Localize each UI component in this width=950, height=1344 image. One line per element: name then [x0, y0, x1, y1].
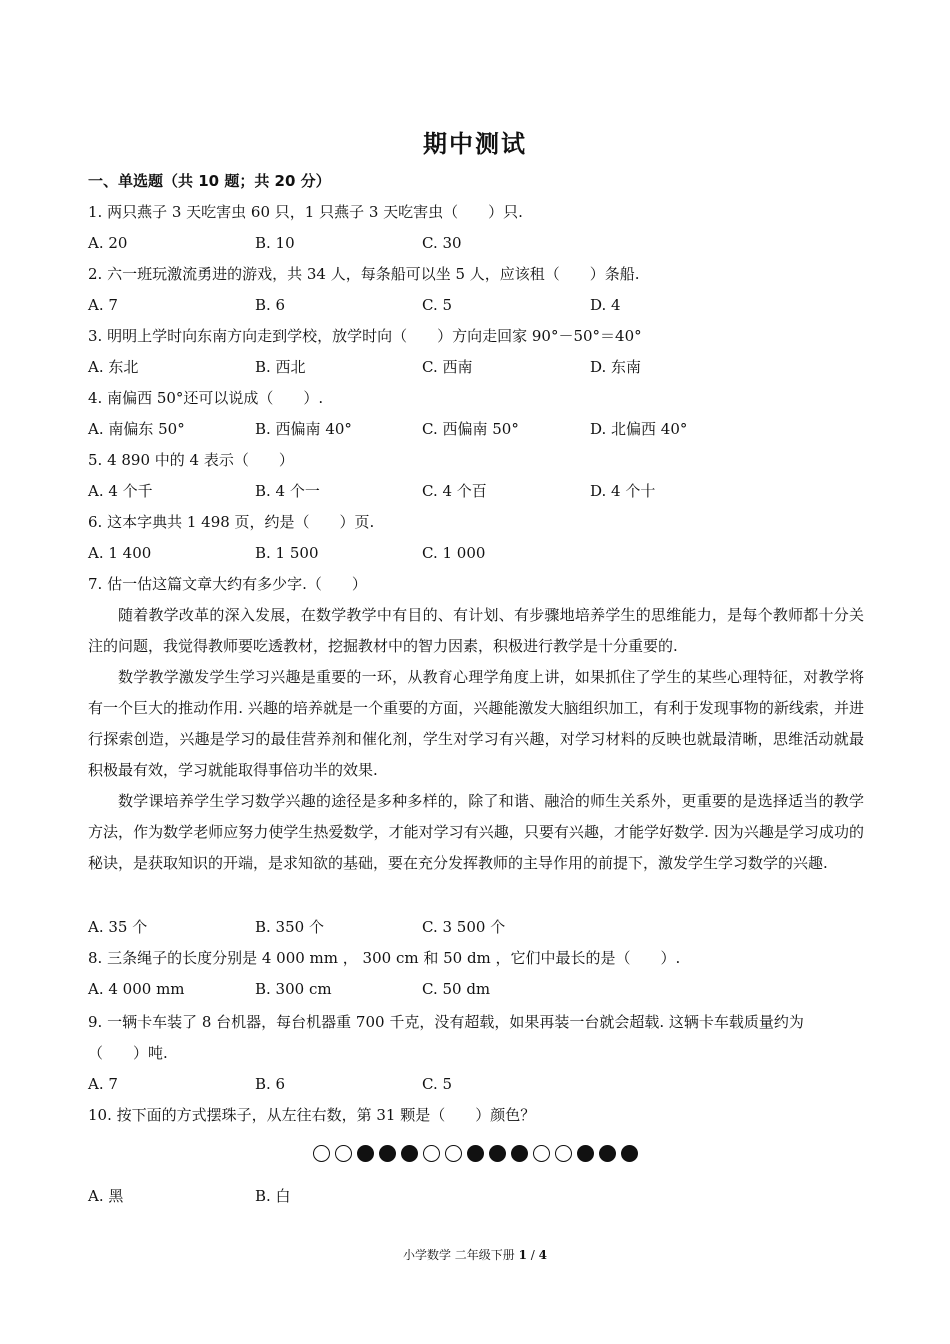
q2-option-a: A. 7 — [88, 296, 118, 314]
black-bead — [489, 1145, 506, 1162]
section-heading: 一、单选题（共 10 题；共 20 分） — [88, 172, 331, 190]
q3-option-b: B. 西北 — [255, 358, 306, 376]
q7-paragraph-1: 随着教学改革的深入发展，在数学教学中有目的、有计划、有步骤地培养学生的思维能力，是每个教师都十分关注的问题，我觉得教师要吃透教材，挖掘教材中的智力因素，积极进行教学是十分重要的. — [88, 606, 864, 655]
black-bead — [401, 1145, 418, 1162]
q9-option-b: B. 6 — [255, 1075, 286, 1093]
q7-paragraph-3: 数学课培养学生学习数学兴趣的途径是多种多样的，除了和谐、融洽的师生关系外，更重要的是选择适当的教学方法，作为数学老师应努力使学生热爱数学，才能对学习有兴趣，只要有兴趣，才能学好数学. 因为兴趣是学习成功的秘诀，是获取知识的开端，是求知欲的基础，要在充分发挥教师的主导作用的前提下，激发学生学习数学的兴趣. — [88, 792, 864, 872]
white-bead — [335, 1145, 352, 1162]
q8-option-b: B. 300 cm — [255, 980, 332, 998]
q1-option-a: A. 20 — [88, 234, 128, 252]
black-bead — [599, 1145, 616, 1162]
question-7: 7. 估一估这篇文章大约有多少字.（ ） — [88, 575, 367, 593]
page-title: 期中测试 — [423, 130, 527, 158]
q1-option-b: B. 10 — [255, 234, 295, 252]
q5-option-a: A. 4 个千 — [88, 482, 153, 500]
q7-option-c: C. 3 500 个 — [422, 918, 506, 936]
question-4: 4. 南偏西 50°还可以说成（ ）. — [88, 389, 324, 407]
q9-option-c: C. 5 — [422, 1075, 453, 1093]
footer-label: 小学数学 二年级下册 — [402, 1248, 515, 1262]
q2-option-c: C. 5 — [422, 296, 453, 314]
q4-option-b: B. 西偏南 40° — [255, 420, 352, 438]
question-9-continued: （ ）吨. — [88, 1044, 168, 1062]
q6-option-c: C. 1 000 — [422, 544, 486, 562]
question-10: 10. 按下面的方式摆珠子，从左往右数，第 31 颗是（ ）颜色？ — [88, 1106, 536, 1124]
q6-option-b: B. 1 500 — [255, 544, 319, 562]
black-bead — [357, 1145, 374, 1162]
black-bead — [577, 1145, 594, 1162]
black-bead — [511, 1145, 528, 1162]
white-bead — [533, 1145, 550, 1162]
q2-option-b: B. 6 — [255, 296, 286, 314]
white-bead — [313, 1145, 330, 1162]
black-bead — [467, 1145, 484, 1162]
footer-separator: / — [530, 1248, 535, 1262]
black-bead — [621, 1145, 638, 1162]
question-1: 1. 两只燕子 3 天吃害虫 60 只，1 只燕子 3 天吃害虫（ ）只. — [88, 203, 523, 221]
q5-option-d: D. 4 个十 — [590, 482, 656, 500]
q4-option-a: A. 南偏东 50° — [88, 420, 185, 438]
q9-option-a: A. 7 — [88, 1075, 118, 1093]
q1-option-c: C. 30 — [422, 234, 462, 252]
q4-option-d: D. 北偏西 40° — [590, 420, 688, 438]
q8-option-c: C. 50 dm — [422, 980, 491, 998]
q5-option-b: B. 4 个一 — [255, 482, 320, 500]
question-6: 6. 这本字典共 1 498 页，约是（ ）页. — [88, 513, 375, 531]
q10-option-a: A. 黑 — [88, 1187, 124, 1205]
q7-paragraph-2: 数学教学激发学生学习兴趣是重要的一环，从教育心理学角度上讲，如果抓住了学生的某些心理特征，对教学将有一个巨大的推动作用. 兴趣的培养就是一个重要的方面，兴趣能激发大脑组织加工，有利于发现事物的新线索，并进行探索创造，兴趣是学习的最佳营养剂和催化剂，学生对学习有兴趣，对学习材料的反映也就最清晰，思维活动就最积极最有效，学习就能取得事倍功半的效果. — [88, 668, 864, 779]
white-bead — [555, 1145, 572, 1162]
q4-option-c: C. 西偏南 50° — [422, 420, 519, 438]
bead-sequence — [0, 1145, 950, 1162]
footer-page-total: 4 — [538, 1248, 548, 1262]
white-bead — [445, 1145, 462, 1162]
q5-option-c: C. 4 个百 — [422, 482, 487, 500]
q7-option-a: A. 35 个 — [88, 918, 148, 936]
q10-option-b: B. 白 — [255, 1187, 291, 1205]
q8-option-a: A. 4 000 mm — [88, 980, 185, 998]
question-9: 9. 一辆卡车装了 8 台机器，每台机器重 700 千克，没有超载，如果再装一台就会超载. 这辆卡车载质量约为 — [88, 1013, 804, 1031]
q3-option-a: A. 东北 — [88, 358, 139, 376]
question-2: 2. 六一班玩激流勇进的游戏，共 34 人，每条船可以坐 5 人，应该租（ ）条船. — [88, 265, 640, 283]
question-3: 3. 明明上学时向东南方向走到学校，放学时向（ ）方向走回家 90°－50°＝40° — [88, 327, 642, 345]
q7-option-b: B. 350 个 — [255, 918, 324, 936]
q3-option-c: C. 西南 — [422, 358, 473, 376]
black-bead — [379, 1145, 396, 1162]
q2-option-d: D. 4 — [590, 296, 621, 314]
q3-option-d: D. 东南 — [590, 358, 642, 376]
question-8: 8. 三条绳子的长度分别是 4 000 mm ， 300 cm 和 50 dm ，它们中最长的是（ ）. — [88, 949, 681, 967]
white-bead — [423, 1145, 440, 1162]
question-5: 5. 4 890 中的 4 表示（ ） — [88, 451, 294, 469]
footer-page-number: 1 — [518, 1248, 527, 1262]
q6-option-a: A. 1 400 — [88, 544, 152, 562]
page-footer — [0, 1246, 950, 1263]
